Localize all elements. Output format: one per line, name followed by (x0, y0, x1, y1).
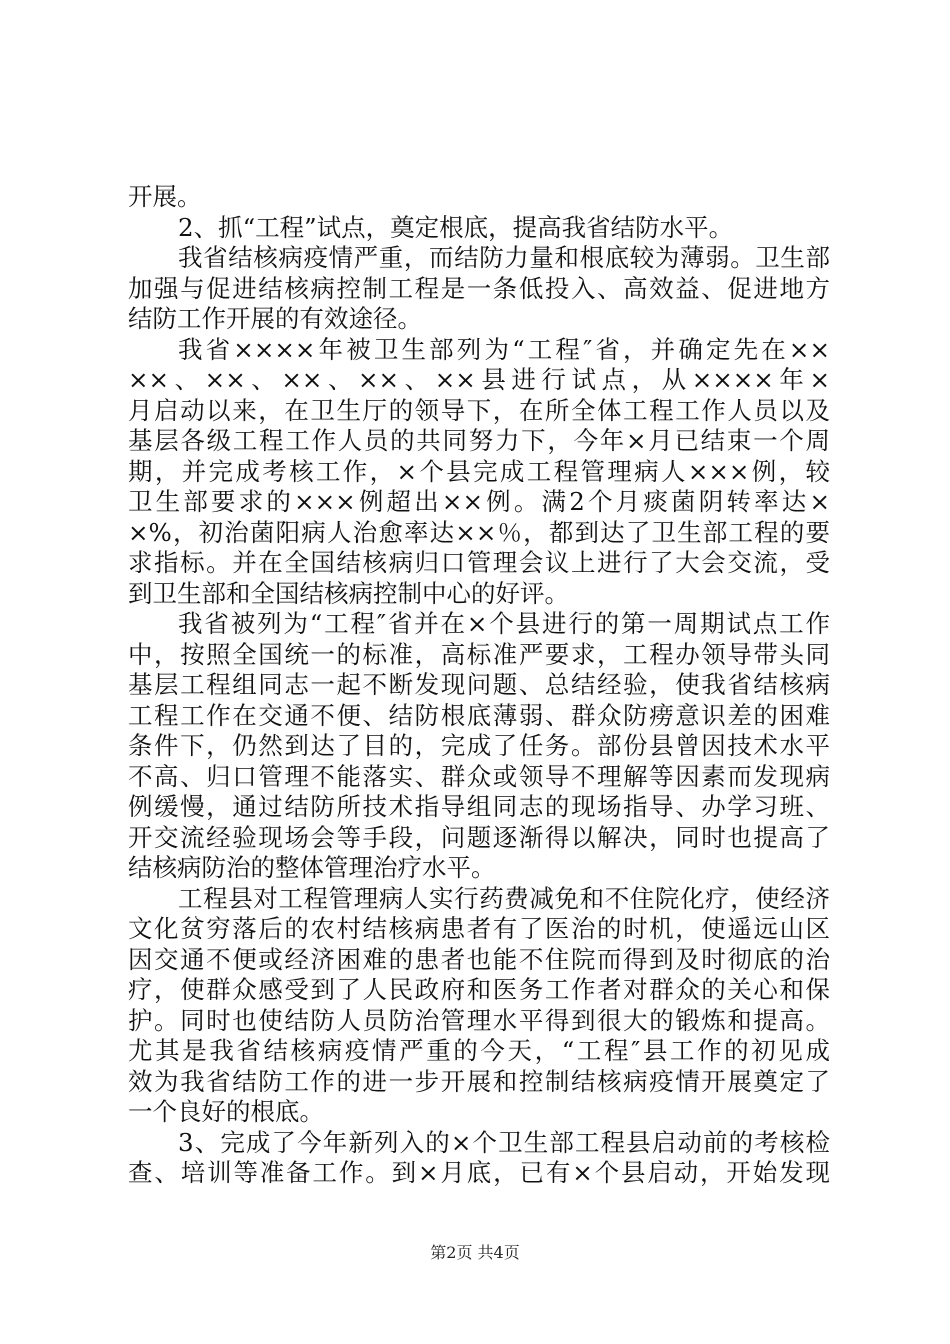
body-text (128, 182, 830, 1189)
text-line: 3、完成了今年新列入的×个卫生部工程县启动前的考核检 (178, 1127, 830, 1157)
text-line: 结核病防治的整体管理治疗水平。 (128, 853, 496, 882)
text-line: 文化贫穷落后的农村结核病患者有了医治的时机，使遥远山区 (128, 914, 830, 943)
text-line: ×%，初治菌阳病人治愈率达××％，都到达了卫生部工程的要 (128, 517, 830, 547)
text-line: 条件下，仍然到达了目的，完成了任务。部份县曾因技术水平 (128, 731, 830, 760)
text-line: 工程县对工程管理病人实行药费减免和不住院化疗，使经济 (178, 883, 830, 913)
text-line: 尤其是我省结核病疫情严重的今天，“工程″县工作的初见成 (128, 1036, 830, 1065)
text-line: 开交流经验现场会等手段，问题逐渐得以解决，同时也提高了 (128, 822, 830, 852)
paragraph-heading-2 (128, 213, 830, 244)
text-line: 我省××××年被卫生部列为“工程″省，并确定先在×× (178, 334, 830, 364)
text-line: 中，按照全国统一的标准，高标准严要求，工程办领导带头同 (128, 639, 830, 669)
text-line: 因交通不便或经济困难的患者也能不住院而得到及时彻底的治 (128, 944, 830, 974)
text-line: 到卫生部和全国结核病控制中心的好评。 (128, 578, 569, 608)
text-line: 疗，使群众感受到了人民政府和医务工作者对群众的关心和保 (128, 975, 830, 1004)
paragraph (128, 243, 830, 335)
paragraph (128, 335, 830, 610)
text-line: 效为我省结防工作的进一步开展和控制结核病疫情开展奠定了 (128, 1066, 830, 1096)
text-line: 加强与促进结核病控制工程是一条低投入、高效益、促进地方 (128, 273, 830, 303)
text-line: 我省结核病疫情严重，而结防力量和根底较为薄弱。卫生部 (178, 243, 830, 272)
paragraph-heading-3 (128, 1128, 830, 1189)
text-line: 护。同时也使结防人员防治管理水平得到很大的锻炼和提高。 (128, 1005, 830, 1035)
text-line: 基层各级工程工作人员的共同努力下，今年×月已结束一个周 (128, 426, 830, 455)
text-line: 基层工程组同志一起不断发现问题、总结经验，使我省结核病 (128, 670, 830, 699)
paragraph (128, 609, 830, 884)
text-line: 不高、归口管理不能落实、群众或领导不理解等因素而发现病 (128, 761, 830, 791)
page-number-footer: 第2页 共4页 (430, 1243, 520, 1262)
text-line: 2、抓“工程”试点，奠定根底，提高我省结防水平。 (178, 212, 734, 242)
text-line: 结防工作开展的有效途径。 (128, 304, 422, 333)
paragraph (128, 884, 830, 1128)
text-line: 卫生部要求的×××例超出××例。满2个月痰菌阴转率达× (128, 487, 830, 516)
text-line: 工程工作在交通不便、结防根底薄弱、群众防痨意识差的困难 (128, 700, 830, 730)
paragraph-continuation (128, 182, 830, 213)
text-line: 例缓慢，通过结防所技术指导组同志的现场指导、办学习班、 (128, 792, 830, 821)
text-line: 我省被列为“工程″省并在×个县进行的第一周期试点工作 (178, 609, 830, 638)
text-line: 一个良好的根底。 (128, 1097, 324, 1126)
text-line: ××、××、××、××、××县进行试点，从××××年× (128, 365, 830, 394)
text-line: 期，并完成考核工作，×个县完成工程管理病人×××例，较 (128, 456, 830, 486)
text-line: 求指标。并在全国结核病归口管理会议上进行了大会交流，受 (128, 548, 830, 577)
text-line: 查、培训等准备工作。到×月底，已有×个县启动，开始发现 (128, 1158, 830, 1187)
text-line: 月启动以来，在卫生厅的领导下，在所全体工程工作人员以及 (128, 395, 830, 425)
text-line: 开展。 (128, 182, 202, 211)
